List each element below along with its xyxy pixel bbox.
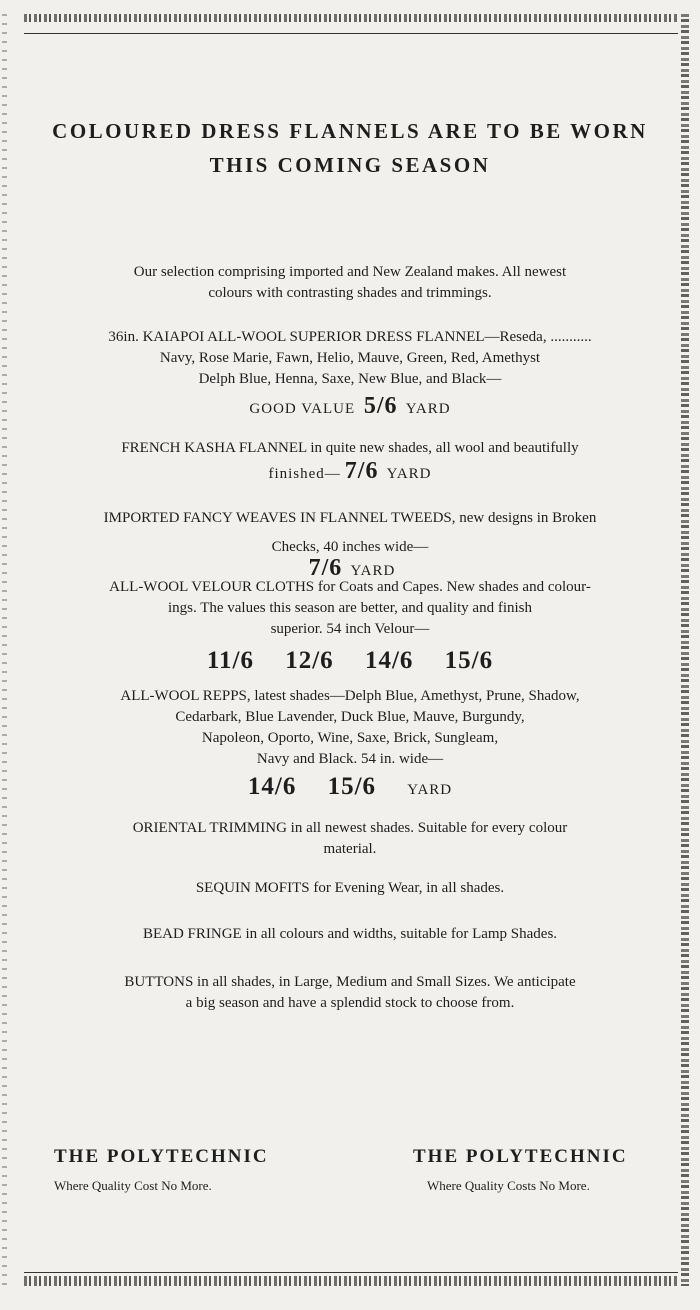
repps-price: 15/6 [327, 773, 377, 800]
repps-item [30, 686, 670, 801]
bead-fringe-item [30, 924, 670, 945]
intro-line-1: Our selection comprising imported and New Zealand makes. All newest [133, 264, 567, 280]
kaiapoi-unit: YARD [405, 401, 451, 417]
repps-line-1: ALL-WOOL REPPS, latest shades—Delph Blue, Amethyst, Prune, Shadow, [120, 688, 580, 704]
imported-unit: YARD [350, 563, 396, 579]
top-rule [24, 33, 678, 34]
footer-left [54, 1146, 269, 1194]
repps-unit: YARD [407, 782, 453, 798]
store-slogan: Where Quality Costs No More. [427, 1178, 590, 1193]
velour-price: 11/6 [206, 647, 254, 674]
repps-line-3: Napoleon, Oporto, Wine, Saxe, Brick, Sungleam, [201, 730, 499, 746]
oriental-trimming-item [30, 818, 670, 860]
repps-prices-row [30, 773, 670, 801]
velour-prices-row [30, 647, 670, 674]
left-edge-margin [2, 14, 7, 1286]
velour-price: 12/6 [285, 647, 334, 674]
oriental-line-2: material. [323, 841, 377, 857]
french-price-line [30, 458, 670, 485]
intro-line-2: colours with contrasting shades and trimmings. [208, 285, 492, 301]
velour-price: 14/6 [364, 647, 414, 674]
velour-price: 15/6 [444, 647, 494, 674]
buttons-line-1: BUTTONS in all shades, in Large, Medium and Small Sizes. We anticipate [124, 974, 576, 990]
right-ornamental-border [681, 14, 689, 1286]
imported-weaves-item [30, 508, 670, 582]
velour-cloths-item [30, 577, 670, 674]
repps-price: 14/6 [247, 773, 297, 800]
repps-line-4: Navy and Black. 54 in. wide— [256, 751, 444, 767]
imported-price: 7/6 [308, 555, 343, 581]
sequin-line-1: SEQUIN MOFITS for Evening Wear, in all shades. [195, 880, 505, 896]
kaiapoi-line-3: Delph Blue, Henna, Saxe, New Blue, and Black— [198, 371, 502, 387]
velour-line-3: superior. 54 inch Velour— [270, 621, 430, 637]
footer-right [413, 1146, 628, 1194]
repps-line-2: Cedarbark, Blue Lavender, Duck Blue, Mauve, Burgundy, [175, 709, 525, 725]
intro-paragraph [30, 262, 670, 304]
headline-line-1: COLOURED DRESS FLANNELS ARE TO BE WORN [52, 119, 648, 143]
french-price: 7/6 [344, 458, 379, 484]
store-name: THE POLYTECHNIC [54, 1146, 269, 1167]
french-unit: YARD [386, 466, 432, 482]
bottom-rule [24, 1272, 678, 1273]
kaiapoi-line-2: Navy, Rose Marie, Fawn, Helio, Mauve, Green, Red, Amethyst [159, 350, 541, 366]
imported-line-1: IMPORTED FANCY WEAVES IN FLANNEL TWEEDS, new designs in Broken [103, 510, 597, 526]
headline [30, 114, 670, 182]
velour-line-1: ALL-WOOL VELOUR CLOTHS for Coats and Capes. New shades and colour- [109, 579, 591, 595]
headline-line-2: THIS COMING SEASON [209, 153, 491, 177]
kaiapoi-flannel-item [30, 327, 670, 420]
french-kasha-item [30, 438, 670, 485]
buttons-line-2: a big season and have a splendid stock to choose from. [185, 995, 515, 1011]
french-line-1: FRENCH KASHA FLANNEL in quite new shades, all wool and beautifully [121, 440, 579, 456]
store-slogan: Where Quality Cost No More. [54, 1178, 212, 1193]
buttons-item [30, 972, 670, 1014]
kaiapoi-line-1: 36in. KAIAPOI ALL-WOOL SUPERIOR DRESS FLANNEL—Reseda, ........... [108, 329, 592, 345]
sequin-item [30, 878, 670, 899]
oriental-line-1: ORIENTAL TRIMMING in all newest shades. Suitable for every colour [132, 820, 568, 836]
store-name: THE POLYTECHNIC [413, 1146, 628, 1167]
velour-line-2: ings. The values this season are better, and quality and finish [167, 600, 533, 616]
french-line-2-prefix: finished— [268, 466, 341, 482]
kaiapoi-price-prefix: GOOD VALUE [249, 401, 356, 417]
top-ornamental-border [24, 14, 678, 22]
kaiapoi-price-line [30, 393, 670, 420]
bead-line-1: BEAD FRINGE in all colours and widths, suitable for Lamp Shades. [142, 926, 558, 942]
bottom-ornamental-border [24, 1276, 678, 1286]
imported-line-2: Checks, 40 inches wide— [271, 539, 429, 555]
kaiapoi-price: 5/6 [363, 393, 398, 419]
